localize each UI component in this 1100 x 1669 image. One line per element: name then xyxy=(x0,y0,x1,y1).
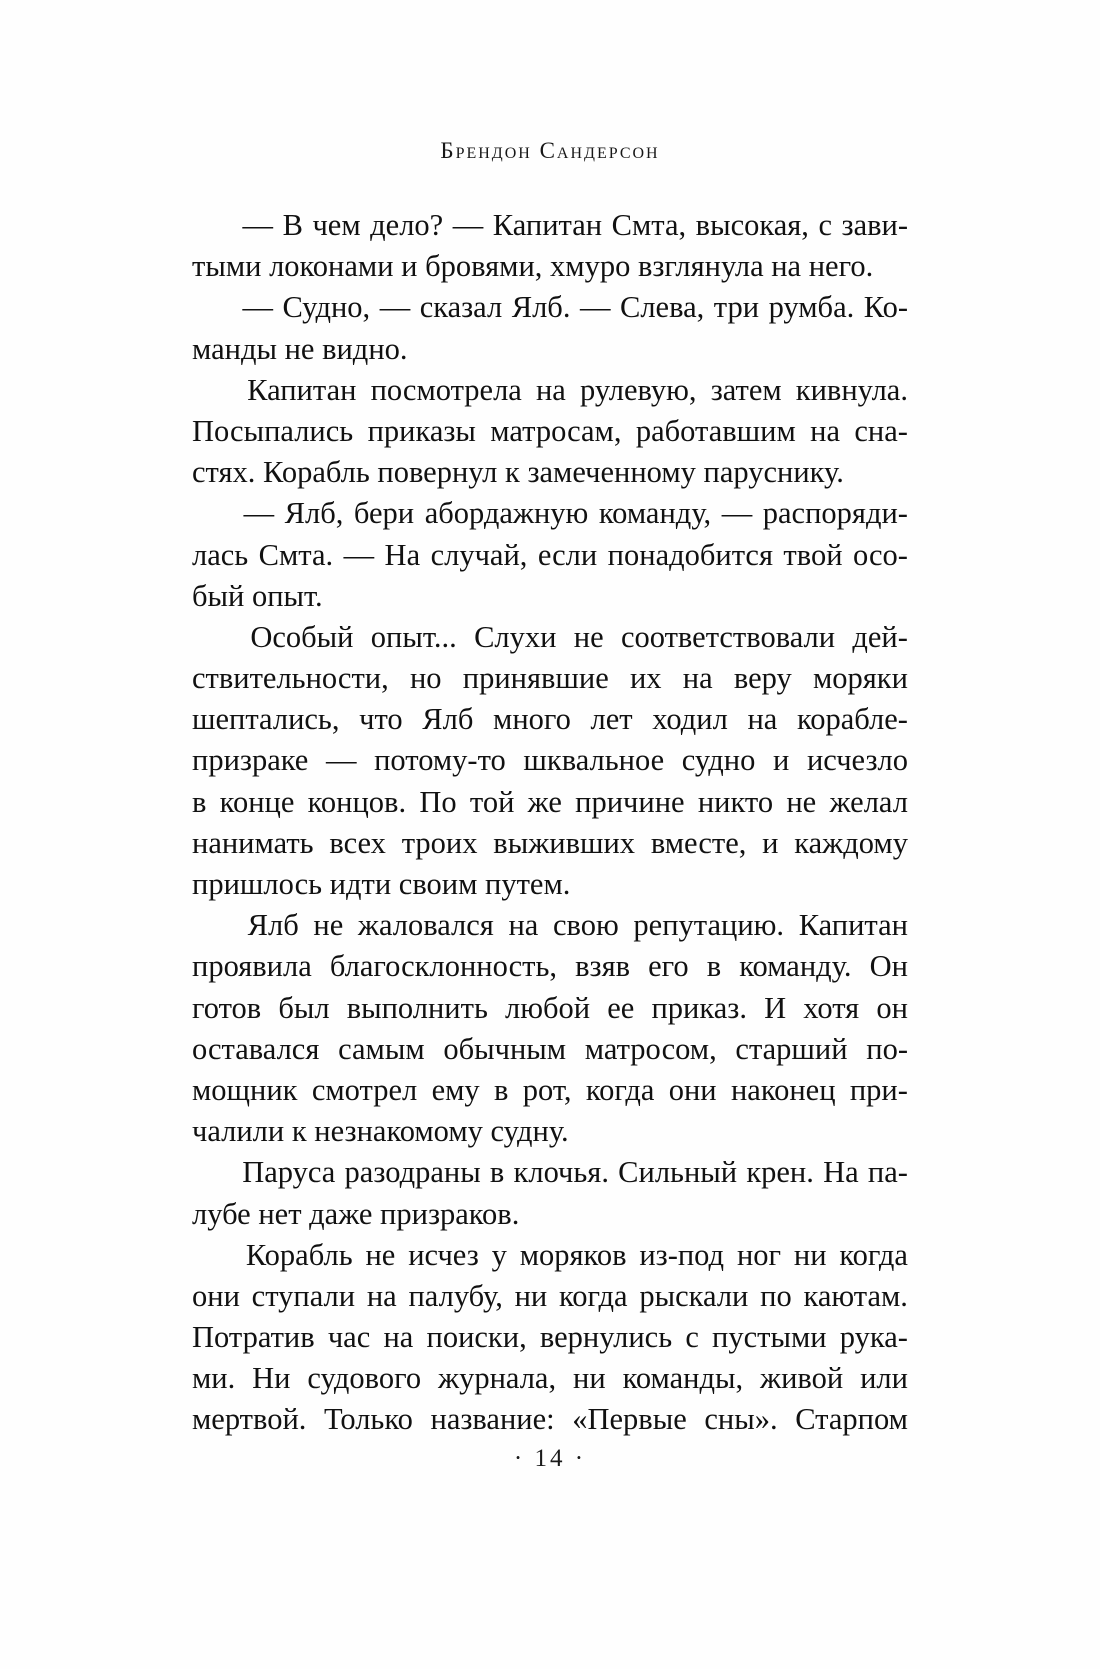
word: Капитан xyxy=(492,208,603,242)
word: жаловался xyxy=(357,908,494,943)
paragraph xyxy=(192,1235,908,1441)
text-line xyxy=(192,1111,908,1152)
word: шептались, xyxy=(192,702,340,737)
word: старший xyxy=(735,1031,848,1066)
word: ног xyxy=(736,1237,782,1272)
word: потому-то xyxy=(374,743,506,778)
text-line xyxy=(192,1152,908,1193)
word: моряков xyxy=(519,1237,627,1272)
text-line xyxy=(192,411,908,452)
word: проявила xyxy=(192,949,312,984)
word: В xyxy=(282,208,303,242)
word: на xyxy=(747,702,778,737)
word: случай, xyxy=(430,537,528,572)
word: Слева, xyxy=(619,290,705,325)
word: с xyxy=(685,1320,699,1355)
word: дей- xyxy=(852,619,908,654)
text-line xyxy=(192,1317,908,1358)
word: в xyxy=(706,949,722,984)
word: Особый xyxy=(250,619,354,654)
word: палубу, xyxy=(408,1278,503,1313)
word: когда xyxy=(559,1278,628,1313)
word: или xyxy=(860,1361,908,1396)
word: На xyxy=(384,537,421,572)
word: не xyxy=(365,1237,396,1272)
text-line xyxy=(192,1070,908,1111)
text-line xyxy=(192,205,908,246)
paragraph-indent xyxy=(192,1152,233,1193)
word: не xyxy=(786,784,817,819)
paragraph-indent xyxy=(192,493,233,534)
word: пустыми xyxy=(712,1320,827,1355)
text-line xyxy=(192,452,908,493)
word: ни xyxy=(514,1278,548,1313)
text-line xyxy=(192,1399,908,1440)
paragraph xyxy=(192,617,908,905)
word: рыскали xyxy=(639,1278,749,1313)
word: много xyxy=(493,702,571,737)
word: стях. Корабль повернул к замеченному паруснику. xyxy=(192,455,844,490)
word: осо- xyxy=(852,537,908,572)
word: Ялб xyxy=(422,702,474,737)
word: судно xyxy=(681,743,756,778)
text-line xyxy=(192,617,908,658)
text-line xyxy=(192,535,908,576)
paragraph xyxy=(192,205,908,287)
word: не xyxy=(313,908,344,943)
paragraph-indent xyxy=(192,617,233,658)
word: они xyxy=(192,1278,240,1313)
word: на xyxy=(810,413,840,448)
word: па- xyxy=(867,1155,908,1190)
word: Ялб. xyxy=(511,290,571,325)
word: Смта. xyxy=(258,537,334,572)
word: работавшим xyxy=(635,413,796,448)
word: «Первые xyxy=(572,1402,687,1437)
word: принявшие xyxy=(462,661,609,696)
word: сказал xyxy=(419,290,503,325)
word: с xyxy=(818,208,832,242)
word: крен. xyxy=(746,1155,814,1190)
word: готов xyxy=(192,990,262,1025)
word: конце xyxy=(219,784,295,819)
running-head: Брендон Сандерсон xyxy=(440,138,660,163)
word: мощник xyxy=(192,1072,298,1107)
word: ни xyxy=(793,1237,827,1272)
word: он xyxy=(876,990,908,1025)
word: чем xyxy=(312,208,361,242)
word: любой xyxy=(505,990,591,1025)
word: — xyxy=(452,208,484,242)
word: нанимать xyxy=(192,825,314,860)
word: на xyxy=(682,661,713,696)
word: наконец xyxy=(730,1072,836,1107)
paragraph xyxy=(192,905,908,1152)
word: высокая, xyxy=(695,208,809,242)
word: исчезло xyxy=(806,743,908,778)
word: Смта, xyxy=(611,208,687,242)
word: же xyxy=(527,784,562,819)
word: журнала, xyxy=(438,1361,557,1396)
word: желал xyxy=(829,784,908,819)
paragraph-indent xyxy=(192,287,233,328)
text-line xyxy=(192,864,908,905)
word: при- xyxy=(849,1072,908,1107)
paragraph xyxy=(192,287,908,369)
word: причине xyxy=(575,784,685,819)
text-line xyxy=(192,1235,908,1276)
word: По xyxy=(419,784,457,819)
text-line xyxy=(192,1029,908,1070)
word: у xyxy=(491,1237,507,1272)
word: его xyxy=(648,949,689,984)
word: соответствовали xyxy=(620,619,836,654)
word: чалили к незнакомому судну. xyxy=(192,1114,569,1149)
word: Сильный xyxy=(618,1155,738,1190)
word: концов. xyxy=(307,784,407,819)
word: кивнула. xyxy=(795,372,908,407)
word: сны». xyxy=(704,1402,778,1437)
word: — xyxy=(343,537,375,572)
word: И xyxy=(764,990,787,1025)
text-line xyxy=(192,782,908,823)
word: обычным xyxy=(443,1031,567,1066)
word: был xyxy=(278,990,330,1025)
word: и xyxy=(772,743,790,778)
text-line xyxy=(192,988,908,1029)
word: тыми локонами и бровями, хмуро взглянула на него. xyxy=(192,249,874,284)
text-line xyxy=(192,287,908,328)
word: самым xyxy=(338,1031,425,1066)
text-line xyxy=(192,246,908,287)
paragraph xyxy=(192,370,908,494)
word: лась xyxy=(192,537,249,572)
word: Ни xyxy=(252,1361,291,1396)
text-line xyxy=(192,370,908,411)
word: опыт... xyxy=(370,619,457,654)
word: смотрел xyxy=(311,1072,418,1107)
word: каждому xyxy=(794,825,908,860)
word: по- xyxy=(866,1031,908,1066)
word: Старпом xyxy=(795,1402,908,1437)
word: никто xyxy=(697,784,774,819)
paragraph-indent xyxy=(192,905,233,946)
text-line xyxy=(192,329,908,370)
word: ни xyxy=(573,1361,606,1396)
word: в xyxy=(493,1072,509,1107)
word: лет xyxy=(590,702,633,737)
word: живой xyxy=(760,1361,844,1396)
text-line xyxy=(192,740,908,781)
word: каютам. xyxy=(803,1278,908,1313)
page-number: · 14 · xyxy=(513,1445,587,1472)
word: Ялб, xyxy=(284,496,344,531)
word: зави- xyxy=(841,208,908,242)
word: всех xyxy=(329,825,386,860)
word: на xyxy=(535,372,566,407)
word: команду, xyxy=(598,496,712,531)
word: когда xyxy=(839,1237,908,1272)
paragraph xyxy=(192,1152,908,1234)
word: — xyxy=(379,290,411,325)
word: ее xyxy=(607,990,635,1025)
word: в xyxy=(489,1155,505,1190)
word: На xyxy=(823,1155,859,1190)
word: Ко- xyxy=(863,290,908,325)
word: Посыпались xyxy=(192,413,354,448)
word: Только xyxy=(324,1402,413,1437)
word: Капитан xyxy=(247,372,357,407)
paragraph-indent xyxy=(192,1235,233,1276)
word: Он xyxy=(869,949,908,984)
word: ему xyxy=(431,1072,480,1107)
word: взяв xyxy=(575,949,631,984)
word: мертвой. xyxy=(192,1402,307,1437)
body-text-block xyxy=(192,205,908,1441)
word: рука- xyxy=(839,1320,908,1355)
word: рот, xyxy=(522,1072,572,1107)
word: в xyxy=(192,784,207,819)
word: — xyxy=(242,290,274,325)
word: дело? xyxy=(370,208,444,242)
word: если xyxy=(537,537,598,572)
word: Ялб xyxy=(247,908,299,943)
word: из-под xyxy=(639,1237,725,1272)
word: Слухи xyxy=(474,619,557,654)
word: понадобится xyxy=(607,537,773,572)
text-line xyxy=(192,576,908,617)
word: благосклонность, xyxy=(329,949,558,984)
word: веру xyxy=(733,661,792,696)
word: по xyxy=(760,1278,792,1313)
word: бый опыт. xyxy=(192,578,323,613)
word: ми. xyxy=(192,1361,236,1396)
word: абордажную xyxy=(424,496,589,531)
word: час xyxy=(327,1320,371,1355)
word: матросам, xyxy=(490,413,622,448)
word: моряки xyxy=(812,661,908,696)
word: — xyxy=(579,290,611,325)
paragraph-indent xyxy=(192,370,233,411)
word: Капитан xyxy=(798,908,908,943)
text-line xyxy=(192,946,908,987)
word: рулевую, xyxy=(580,372,697,407)
word: команду. xyxy=(739,949,852,984)
word: распоряди- xyxy=(762,496,908,531)
word: ходил xyxy=(652,702,728,737)
word: Корабль xyxy=(245,1237,353,1272)
word: и xyxy=(762,825,779,860)
word: выживших xyxy=(493,825,636,860)
word: пришлось идти своим путем. xyxy=(192,867,571,901)
word: разодраны xyxy=(344,1155,481,1190)
word: не xyxy=(573,619,604,654)
word: выполнить xyxy=(346,990,488,1025)
paragraph xyxy=(192,493,908,617)
text-line xyxy=(192,1276,908,1317)
paragraph-indent xyxy=(192,205,233,246)
word: название: xyxy=(430,1402,555,1437)
word: Судно, xyxy=(282,290,371,325)
word: посмотрела xyxy=(370,372,522,407)
text-line xyxy=(192,699,908,740)
word: поиски, xyxy=(426,1320,527,1355)
word: оставался xyxy=(192,1031,320,1066)
word: манды не видно. xyxy=(192,331,408,366)
word: на xyxy=(366,1278,397,1313)
word: затем xyxy=(710,372,782,407)
word: на xyxy=(383,1320,414,1355)
word: — xyxy=(325,743,357,778)
word: репутацию. xyxy=(633,908,785,943)
text-line xyxy=(192,905,908,946)
text-line xyxy=(192,1358,908,1399)
text-line xyxy=(192,493,908,534)
word: они xyxy=(668,1072,717,1107)
text-line xyxy=(192,1194,908,1235)
word: — xyxy=(721,496,753,531)
word: клочья. xyxy=(513,1155,609,1190)
word: приказ. xyxy=(651,990,747,1025)
word: исчез xyxy=(408,1237,479,1272)
word: лубе нет даже призраков. xyxy=(192,1196,520,1231)
word: их xyxy=(629,661,662,696)
word: сна- xyxy=(854,413,908,448)
word: хотя xyxy=(803,990,860,1025)
word: судового xyxy=(307,1361,422,1396)
text-line xyxy=(192,823,908,864)
word: той xyxy=(469,784,515,819)
word: ствительности, xyxy=(192,661,389,696)
word: румба. xyxy=(768,290,855,325)
word: три xyxy=(713,290,760,325)
word: Потратив xyxy=(192,1320,315,1355)
word: — xyxy=(242,208,274,242)
word: корабле- xyxy=(796,702,908,737)
word: когда xyxy=(585,1072,655,1107)
word: — xyxy=(243,496,275,531)
word: бери xyxy=(353,496,415,531)
word: команды, xyxy=(622,1361,744,1396)
word: на xyxy=(508,908,539,943)
word: матросом, xyxy=(584,1031,717,1066)
word: свою xyxy=(553,908,619,943)
word: ступали xyxy=(251,1278,356,1313)
word: приказы xyxy=(367,413,476,448)
word: твой xyxy=(783,537,843,572)
word: Паруса xyxy=(242,1155,336,1190)
word: троих xyxy=(401,825,478,860)
word: вместе, xyxy=(650,825,747,860)
text-line xyxy=(192,658,908,699)
word: шквальное xyxy=(523,743,665,778)
word: что xyxy=(359,702,403,737)
word: призраке xyxy=(192,743,309,778)
word: вернулись xyxy=(539,1320,673,1355)
word: но xyxy=(409,661,442,696)
